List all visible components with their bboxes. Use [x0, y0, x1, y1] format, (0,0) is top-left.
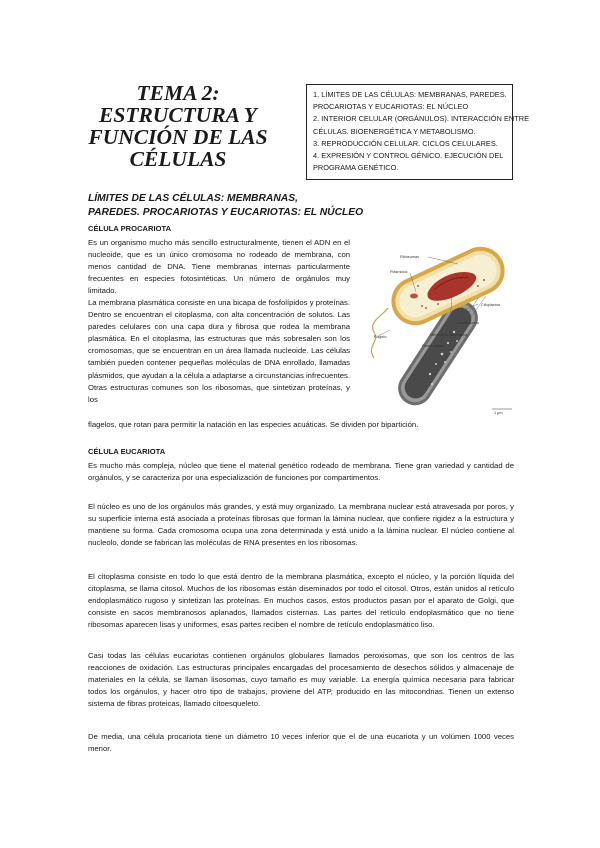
label-wall: Pared celular [422, 344, 445, 348]
toc-line: 2. INTERIOR CELULAR (ORGÁNULOS). INTERACCIÓN ENTRE [313, 114, 529, 124]
label-chromosome: Cromosoma [458, 321, 479, 325]
eukaryote-paragraph-3: El citoplasma consiste en todo lo que está dentro de la membrana plasmática, excepto el núcleo, y la porción líquida del citoplasma, se llama citosol. Muchos de los ribosomas están diseminados por todo el citosol. Otros, están unidos al retículo endoplasmático rugoso y sintetizan las proteínas. En muchos casos, estos productos pasan por el aparato de Golgi, que consiste en sacos membranosos aplanados, llamados cisternas. Las partes del retículo endoplasmático que no tiene ribosomas aparecen lisas y uniformes, esas partes reciben el nombre de retículo endoplasmático liso. [88, 572, 514, 630]
prokaryote-paragraph-2-end: flagelos, que rotan para permitir la natación en las especies acuáticas. Se dividen por bipartición. [88, 420, 419, 429]
eukaryote-paragraph-5: De media, una célula procariota tiene un diámetro 10 veces inferior que el de una eucariota y un volúmen 1000 veces menor. [88, 732, 514, 754]
title-line: ESTRUCTURA Y [99, 103, 257, 127]
prokaryote-paragraph-1: Es un organismo mucho más sencillo estructuralmente, tienen el ADN en el nucleoide, que es un único cromosoma no rodeado de membrana, con menos cantidad de DNA. Tiene membranas internas particularmente frecuentes en especies fotosintéticas. Un número de orgánulos muy limitado. [88, 238, 350, 296]
label-membrane: Membrana plasmática [430, 333, 468, 337]
eukaryote-heading: CÉLULA EUCARIOTA [88, 447, 166, 456]
label-scale: 1 μm [494, 411, 503, 415]
toc-line: 1. LÍMITES DE LAS CÉLULAS: MEMBRANAS, PAREDES. [313, 90, 507, 99]
eukaryote-paragraph-2: El núcleo es uno de los orgánulos más grandes, y está muy organizado. La membrana nuclear está atravesada por poros, y su superficie interna está asociada a proteínas fibrosas que forman la lámina nuclear, que confiere rigidez a la estructura y mantiene su forma. Cada cromosoma ocupa una zona determinada y está unido a la lámina nuclear. El núcleo contiene al nucleolo, donde se fabrican las moléculas de RNA presentes en los ribosomas. [88, 502, 514, 548]
label-ribosomes: Ribosomas [400, 255, 419, 259]
page-title [88, 82, 268, 170]
label-cytoplasm: Citoplasma [481, 303, 500, 307]
toc-line: 4. EXPRESIÓN Y CONTROL GÉNICO. EJECUCIÓN DEL [313, 151, 504, 161]
title-line: TEMA 2: [136, 81, 220, 105]
toc-line: CÉLULAS. BIOENERGÉTICA Y METABOLISMO. [313, 126, 476, 136]
title-line: FUNCIÓN DE LAS [88, 125, 268, 149]
table-of-contents [306, 84, 529, 180]
label-flagellum: Flagelo [374, 335, 387, 339]
toc-line: PROGRAMA GENÉTICO. [313, 163, 399, 173]
prokaryote-cell-illustration [366, 246, 516, 416]
eukaryote-paragraph-4: Casi todas las células eucariotas contienen orgánulos globulares llamados peroxisomas, que son los centros de las reacciones de oxidación. Las estructuras principales encargadas del procesamiento de desechos sólidos y almacenaje de materiales en la célula, se llaman lisosomas, cuyo tamaño es muy variable. La energía química necesaria para fabricar todos los orgánulos, y hacer otro tipo de trabajos, proviene del ATP, producido en las mitocondrias. Tienen un extenso sistema de fibras proteicas, llamado citoesqueleto. [88, 651, 514, 709]
section-heading: LÍMITES DE LAS CÉLULAS: MEMBRANAS, PAREDES. PROCARIOTAS Y EUCARIOTAS: EL NÚCLEO [88, 193, 364, 218]
prokaryote-heading: CÉLULA PROCARIOTA [88, 224, 172, 233]
label-plasmids: Plásmidos [390, 270, 408, 274]
toc-line: 3. REPRODUCCIÓN CELULAR. CICLOS CELULARES. [313, 138, 498, 148]
toc-line: PROCARIOTAS Y EUCARIOTAS: EL NÚCLEO [313, 102, 469, 112]
title-line: CÉLULAS [129, 147, 227, 171]
eukaryote-paragraph-1: Es mucho más compleja, núcleo que tiene el material genético rodeado de membrana. Tiene gran variedad y cantidad de orgánulos, y se caracteriza por una especialización de funciones por compartimentos. [88, 461, 514, 483]
prokaryote-paragraph-2: La membrana plasmática consiste en una bicapa de fosfolípidos y proteínas. Dentro se encuentran el citoplasma, con alta concentración de solutos. Las paredes celulares con una capa dura y fibrosa que rodea la membrana plasmática. En el citoplasma, las estructuras que más sobresalen son los cromosomas, que se encuentran en un área llamada nucleoide. Las células también pueden contener pequeñas moléculas de DNA enrollado, llamadas plásmidos, que ayudan a la célula a adaptarse a circunstancias infrecuentes. Otras estructuras comunes son los ribosomas, que sintetizan proteínas, y los [88, 298, 350, 404]
